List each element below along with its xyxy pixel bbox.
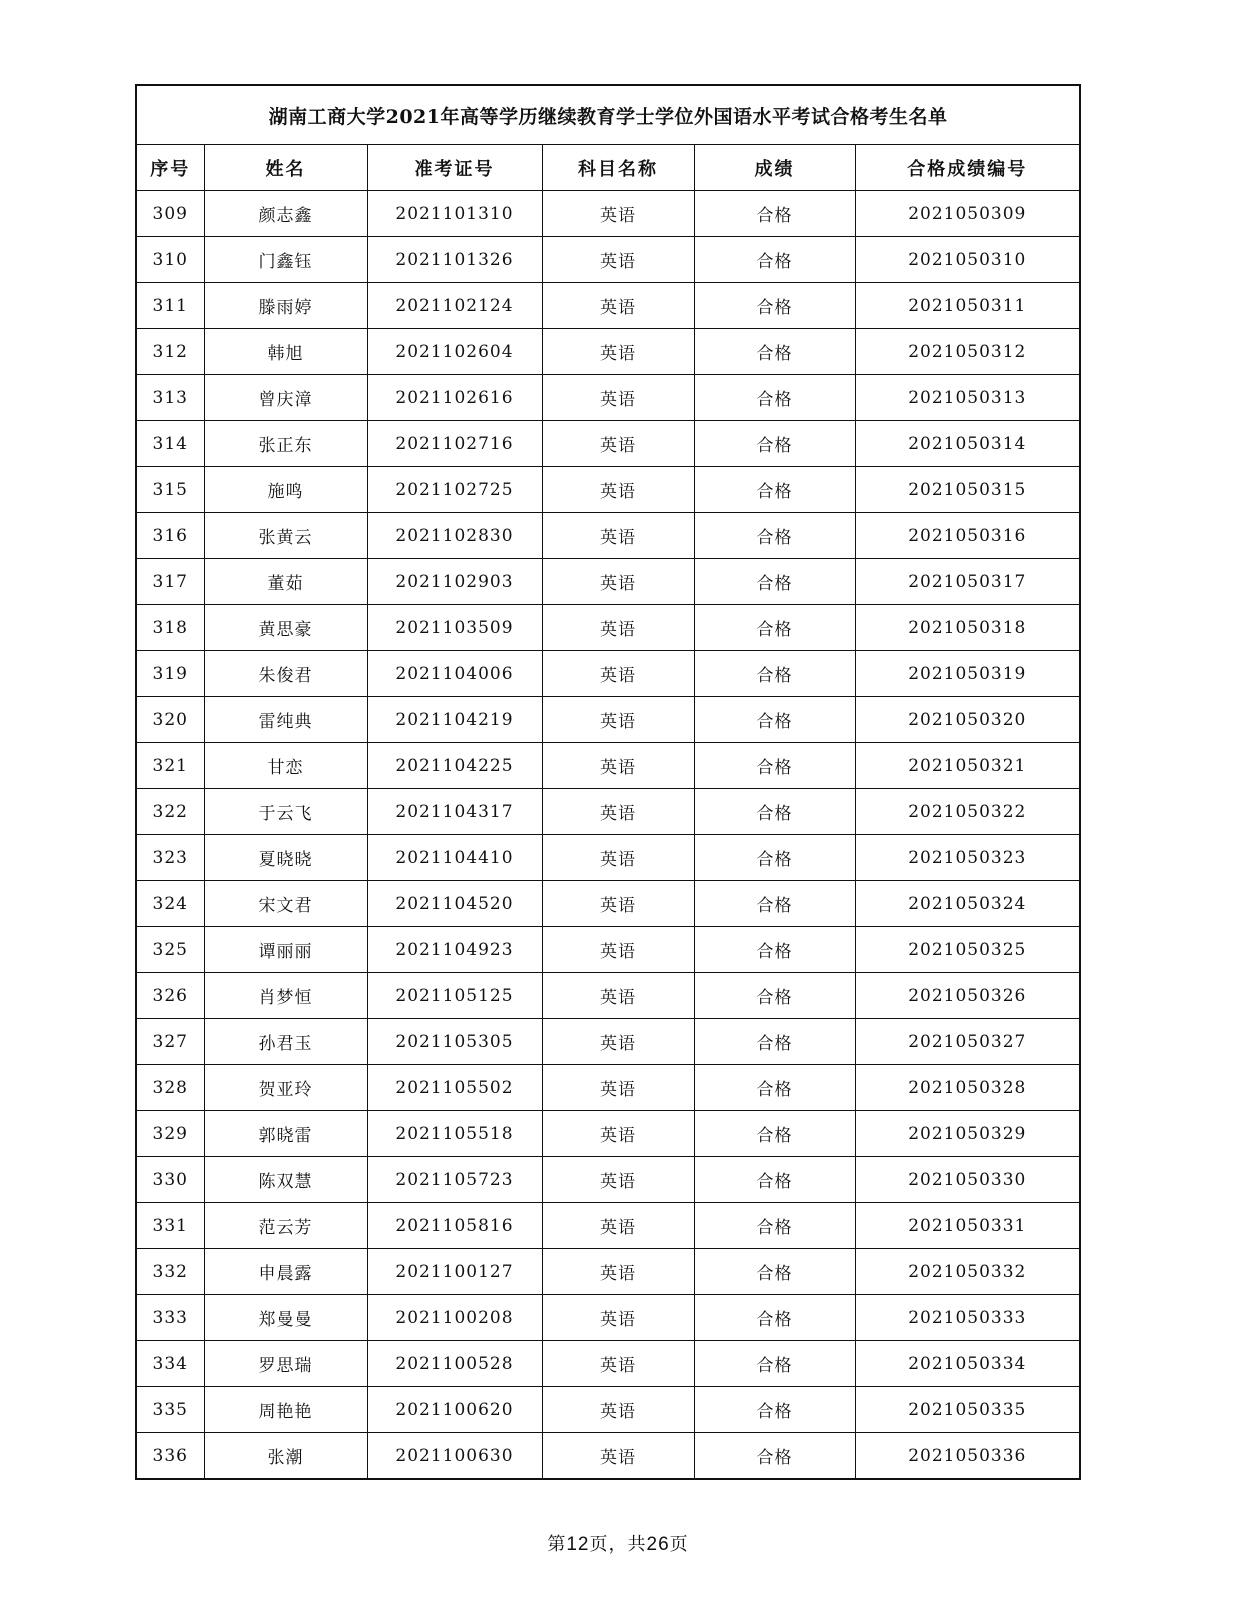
cell-seq: 336 <box>136 1433 204 1480</box>
cell-score: 合格 <box>694 1341 855 1387</box>
cell-cert: 2021050329 <box>855 1111 1080 1157</box>
table-row <box>136 835 1080 881</box>
footer-suffix: 页 <box>669 1534 689 1555</box>
candidate-table <box>135 84 1081 1480</box>
cell-ticket: 2021105305 <box>367 1019 542 1065</box>
header-cert: 合格成绩编号 <box>855 145 1080 191</box>
cell-seq: 316 <box>136 513 204 559</box>
table-row <box>136 1065 1080 1111</box>
cell-cert: 2021050333 <box>855 1295 1080 1341</box>
cell-ticket: 2021100208 <box>367 1295 542 1341</box>
footer-prefix: 第 <box>547 1534 567 1555</box>
cell-cert: 2021050322 <box>855 789 1080 835</box>
table-row <box>136 927 1080 973</box>
cell-subject: 英语 <box>542 329 694 375</box>
cell-subject: 英语 <box>542 973 694 1019</box>
cell-ticket: 2021100630 <box>367 1433 542 1480</box>
table-row <box>136 789 1080 835</box>
cell-name: 罗思瑞 <box>204 1341 367 1387</box>
cell-subject: 英语 <box>542 605 694 651</box>
cell-cert: 2021050328 <box>855 1065 1080 1111</box>
cell-subject: 英语 <box>542 467 694 513</box>
cell-ticket: 2021105816 <box>367 1203 542 1249</box>
table-row <box>136 743 1080 789</box>
cell-subject: 英语 <box>542 1203 694 1249</box>
cell-seq: 323 <box>136 835 204 881</box>
cell-cert: 2021050327 <box>855 1019 1080 1065</box>
cell-score: 合格 <box>694 1157 855 1203</box>
cell-score: 合格 <box>694 605 855 651</box>
cell-ticket: 2021104006 <box>367 651 542 697</box>
cell-ticket: 2021100528 <box>367 1341 542 1387</box>
cell-seq: 320 <box>136 697 204 743</box>
cell-cert: 2021050324 <box>855 881 1080 927</box>
table-row <box>136 973 1080 1019</box>
cell-subject: 英语 <box>542 1249 694 1295</box>
cell-name: 黄思豪 <box>204 605 367 651</box>
cell-cert: 2021050335 <box>855 1387 1080 1433</box>
cell-cert: 2021050325 <box>855 927 1080 973</box>
cell-ticket: 2021100127 <box>367 1249 542 1295</box>
header-ticket: 准考证号 <box>367 145 542 191</box>
cell-subject: 英语 <box>542 237 694 283</box>
cell-ticket: 2021102903 <box>367 559 542 605</box>
table-row <box>136 1341 1080 1387</box>
cell-ticket: 2021105502 <box>367 1065 542 1111</box>
cell-score: 合格 <box>694 835 855 881</box>
cell-seq: 334 <box>136 1341 204 1387</box>
cell-score: 合格 <box>694 191 855 237</box>
cell-score: 合格 <box>694 927 855 973</box>
table-row <box>136 559 1080 605</box>
cell-ticket: 2021105518 <box>367 1111 542 1157</box>
cell-score: 合格 <box>694 973 855 1019</box>
table-row <box>136 881 1080 927</box>
cell-name: 于云飞 <box>204 789 367 835</box>
cell-ticket: 2021102616 <box>367 375 542 421</box>
cell-name: 曾庆漳 <box>204 375 367 421</box>
cell-subject: 英语 <box>542 1295 694 1341</box>
cell-ticket: 2021104317 <box>367 789 542 835</box>
cell-score: 合格 <box>694 1065 855 1111</box>
cell-score: 合格 <box>694 1249 855 1295</box>
cell-subject: 英语 <box>542 1111 694 1157</box>
cell-name: 韩旭 <box>204 329 367 375</box>
cell-seq: 329 <box>136 1111 204 1157</box>
page-footer <box>0 1530 1236 1556</box>
cell-seq: 324 <box>136 881 204 927</box>
cell-subject: 英语 <box>542 743 694 789</box>
table-row <box>136 697 1080 743</box>
cell-name: 滕雨婷 <box>204 283 367 329</box>
cell-ticket: 2021101310 <box>367 191 542 237</box>
cell-name: 贺亚玲 <box>204 1065 367 1111</box>
table-row <box>136 1111 1080 1157</box>
cell-seq: 322 <box>136 789 204 835</box>
cell-ticket: 2021103509 <box>367 605 542 651</box>
cell-score: 合格 <box>694 651 855 697</box>
cell-score: 合格 <box>694 1111 855 1157</box>
table-row <box>136 329 1080 375</box>
table-row <box>136 513 1080 559</box>
cell-seq: 321 <box>136 743 204 789</box>
cell-cert: 2021050313 <box>855 375 1080 421</box>
cell-cert: 2021050315 <box>855 467 1080 513</box>
cell-subject: 英语 <box>542 1019 694 1065</box>
cell-seq: 330 <box>136 1157 204 1203</box>
cell-name: 张正东 <box>204 421 367 467</box>
cell-name: 郭晓雷 <box>204 1111 367 1157</box>
cell-seq: 319 <box>136 651 204 697</box>
cell-score: 合格 <box>694 1433 855 1480</box>
table-row <box>136 1433 1080 1480</box>
cell-score: 合格 <box>694 789 855 835</box>
cell-name: 陈双慧 <box>204 1157 367 1203</box>
cell-seq: 335 <box>136 1387 204 1433</box>
table-row <box>136 467 1080 513</box>
cell-name: 董茹 <box>204 559 367 605</box>
cell-name: 范云芳 <box>204 1203 367 1249</box>
cell-cert: 2021050317 <box>855 559 1080 605</box>
cell-ticket: 2021104225 <box>367 743 542 789</box>
footer-page-number: 12 <box>566 1534 590 1555</box>
header-score: 成绩 <box>694 145 855 191</box>
cell-subject: 英语 <box>542 697 694 743</box>
cell-score: 合格 <box>694 375 855 421</box>
header-name: 姓名 <box>204 145 367 191</box>
cell-cert: 2021050318 <box>855 605 1080 651</box>
cell-ticket: 2021100620 <box>367 1387 542 1433</box>
cell-cert: 2021050311 <box>855 283 1080 329</box>
cell-seq: 312 <box>136 329 204 375</box>
cell-subject: 英语 <box>542 559 694 605</box>
cell-seq: 325 <box>136 927 204 973</box>
cell-name: 申晨露 <box>204 1249 367 1295</box>
cell-score: 合格 <box>694 1019 855 1065</box>
cell-subject: 英语 <box>542 513 694 559</box>
cell-name: 周艳艳 <box>204 1387 367 1433</box>
cell-cert: 2021050320 <box>855 697 1080 743</box>
table-row <box>136 1203 1080 1249</box>
cell-seq: 326 <box>136 973 204 1019</box>
cell-seq: 328 <box>136 1065 204 1111</box>
table-row <box>136 191 1080 237</box>
cell-name: 孙君玉 <box>204 1019 367 1065</box>
cell-name: 朱俊君 <box>204 651 367 697</box>
cell-name: 门鑫钰 <box>204 237 367 283</box>
cell-name: 甘恋 <box>204 743 367 789</box>
cell-cert: 2021050326 <box>855 973 1080 1019</box>
cell-score: 合格 <box>694 237 855 283</box>
cell-score: 合格 <box>694 283 855 329</box>
table-row <box>136 1249 1080 1295</box>
cell-name: 夏晓晓 <box>204 835 367 881</box>
cell-score: 合格 <box>694 1387 855 1433</box>
cell-cert: 2021050309 <box>855 191 1080 237</box>
cell-ticket: 2021104410 <box>367 835 542 881</box>
cell-subject: 英语 <box>542 1157 694 1203</box>
cell-ticket: 2021102604 <box>367 329 542 375</box>
cell-subject: 英语 <box>542 283 694 329</box>
cell-subject: 英语 <box>542 789 694 835</box>
table-row <box>136 283 1080 329</box>
cell-cert: 2021050321 <box>855 743 1080 789</box>
cell-score: 合格 <box>694 513 855 559</box>
cell-score: 合格 <box>694 1203 855 1249</box>
table-row <box>136 651 1080 697</box>
table-row <box>136 237 1080 283</box>
cell-seq: 331 <box>136 1203 204 1249</box>
cell-ticket: 2021102716 <box>367 421 542 467</box>
cell-score: 合格 <box>694 559 855 605</box>
cell-cert: 2021050323 <box>855 835 1080 881</box>
table-header-row <box>136 145 1080 191</box>
cell-ticket: 2021104219 <box>367 697 542 743</box>
cell-ticket: 2021102830 <box>367 513 542 559</box>
cell-seq: 315 <box>136 467 204 513</box>
cell-seq: 313 <box>136 375 204 421</box>
cell-subject: 英语 <box>542 1341 694 1387</box>
table-row <box>136 375 1080 421</box>
cell-seq: 309 <box>136 191 204 237</box>
cell-ticket: 2021104520 <box>367 881 542 927</box>
cell-score: 合格 <box>694 329 855 375</box>
cell-cert: 2021050336 <box>855 1433 1080 1480</box>
cell-name: 张潮 <box>204 1433 367 1480</box>
cell-cert: 2021050332 <box>855 1249 1080 1295</box>
cell-name: 宋文君 <box>204 881 367 927</box>
table-row <box>136 1295 1080 1341</box>
table-title-row <box>136 85 1080 145</box>
cell-subject: 英语 <box>542 421 694 467</box>
cell-subject: 英语 <box>542 881 694 927</box>
cell-name: 施鸣 <box>204 467 367 513</box>
cell-name: 颜志鑫 <box>204 191 367 237</box>
cell-name: 肖梦恒 <box>204 973 367 1019</box>
header-subject: 科目名称 <box>542 145 694 191</box>
cell-seq: 317 <box>136 559 204 605</box>
document-title: 湖南工商大学2021年高等学历继续教育学士学位外国语水平考试合格考生名单 <box>136 85 1080 145</box>
cell-seq: 311 <box>136 283 204 329</box>
footer-middle: 页，共 <box>589 1534 647 1555</box>
cell-cert: 2021050334 <box>855 1341 1080 1387</box>
cell-cert: 2021050330 <box>855 1157 1080 1203</box>
table-row <box>136 605 1080 651</box>
cell-cert: 2021050314 <box>855 421 1080 467</box>
cell-subject: 英语 <box>542 1065 694 1111</box>
cell-score: 合格 <box>694 881 855 927</box>
cell-cert: 2021050316 <box>855 513 1080 559</box>
cell-subject: 英语 <box>542 835 694 881</box>
cell-name: 郑曼曼 <box>204 1295 367 1341</box>
cell-cert: 2021050331 <box>855 1203 1080 1249</box>
cell-score: 合格 <box>694 467 855 513</box>
table-row <box>136 1387 1080 1433</box>
cell-name: 谭丽丽 <box>204 927 367 973</box>
cell-seq: 332 <box>136 1249 204 1295</box>
cell-seq: 310 <box>136 237 204 283</box>
cell-ticket: 2021105125 <box>367 973 542 1019</box>
cell-seq: 318 <box>136 605 204 651</box>
cell-cert: 2021050319 <box>855 651 1080 697</box>
cell-subject: 英语 <box>542 651 694 697</box>
cell-name: 张黄云 <box>204 513 367 559</box>
cell-ticket: 2021102124 <box>367 283 542 329</box>
cell-ticket: 2021104923 <box>367 927 542 973</box>
cell-score: 合格 <box>694 697 855 743</box>
cell-subject: 英语 <box>542 927 694 973</box>
cell-cert: 2021050310 <box>855 237 1080 283</box>
cell-ticket: 2021101326 <box>367 237 542 283</box>
cell-ticket: 2021105723 <box>367 1157 542 1203</box>
cell-score: 合格 <box>694 1295 855 1341</box>
cell-seq: 333 <box>136 1295 204 1341</box>
cell-seq: 314 <box>136 421 204 467</box>
cell-cert: 2021050312 <box>855 329 1080 375</box>
cell-subject: 英语 <box>542 1433 694 1480</box>
footer-total-pages: 26 <box>646 1534 670 1555</box>
cell-ticket: 2021102725 <box>367 467 542 513</box>
table-row <box>136 421 1080 467</box>
header-seq: 序号 <box>136 145 204 191</box>
cell-subject: 英语 <box>542 1387 694 1433</box>
cell-name: 雷纯典 <box>204 697 367 743</box>
cell-score: 合格 <box>694 421 855 467</box>
cell-seq: 327 <box>136 1019 204 1065</box>
cell-score: 合格 <box>694 743 855 789</box>
cell-subject: 英语 <box>542 191 694 237</box>
table-row <box>136 1157 1080 1203</box>
table-row <box>136 1019 1080 1065</box>
cell-subject: 英语 <box>542 375 694 421</box>
